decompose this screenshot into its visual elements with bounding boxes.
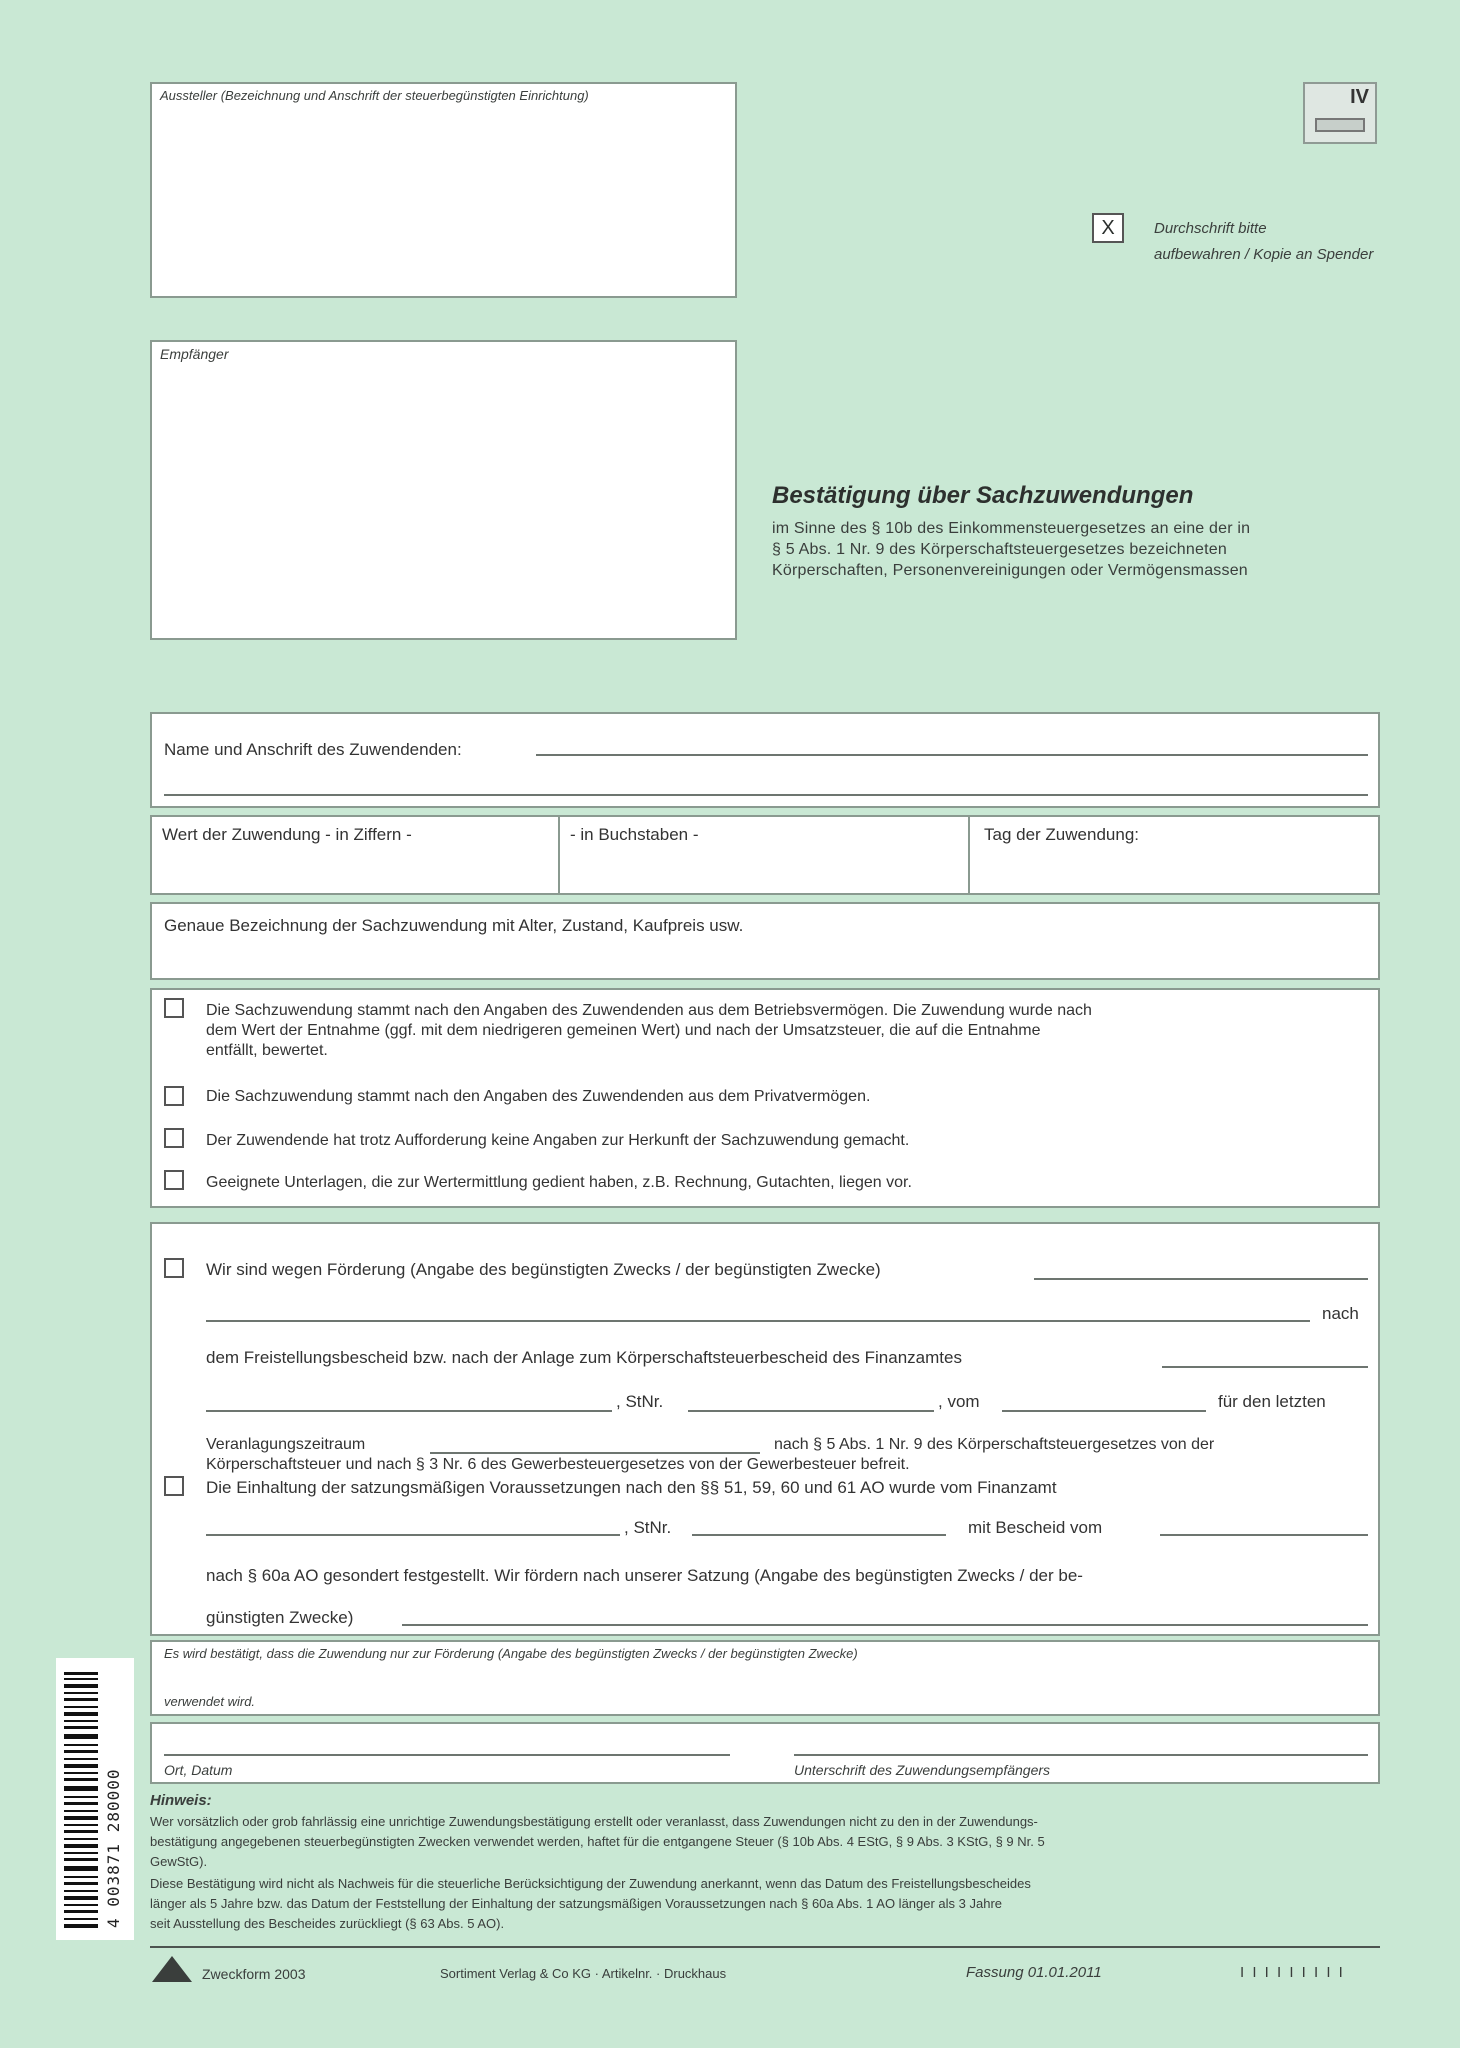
donation-date-cell[interactable] [970, 817, 1378, 893]
option-unknown-text: Der Zuwendende hat trotz Aufforderung keine Angaben zur Herkunft der Sachzuwendung gemacht. [206, 1132, 910, 1149]
footer-left: Zweckform 2003 [202, 1966, 306, 1982]
donor-line-1 [536, 754, 1368, 756]
value-digits-label: Wert der Zuwendung - in Ziffern - [162, 825, 412, 844]
donation-date-label: Tag der Zuwendung: [984, 825, 1139, 844]
sender-box[interactable] [150, 82, 737, 298]
notes-line-3: GewStG). [150, 1854, 208, 1869]
form-subtitle-2: § 5 Abs. 1 Nr. 9 des Körperschaftsteuergesetzes bezeichneten [772, 541, 1227, 558]
purpose-box [150, 1222, 1380, 1636]
recipient-label: Empfänger [160, 346, 229, 362]
purpose-text-7: nach § 60a AO gesondert festgestellt. Wir fördern nach unserer Satzung (Angabe des begünstigten Zwecks / der be- [206, 1566, 1083, 1585]
value-row [150, 815, 1380, 895]
option-private-text: Die Sachzuwendung stammt nach den Angaben des Zuwendenden aus dem Privatvermögen. [206, 1088, 871, 1105]
recipient-box[interactable] [150, 340, 737, 640]
form-subtitle-1: im Sinne des § 10b des Einkommensteuergesetzes an eine der in [772, 520, 1251, 537]
option-business-text-3: entfällt, bewertet. [206, 1042, 328, 1059]
purpose-text-2: dem Freistellungsbescheid bzw. nach der Anlage zum Körperschaftsteuerbescheid des Finanzamtes [206, 1348, 962, 1367]
donor-label: Name und Anschrift des Zuwendenden: [164, 740, 462, 759]
purpose-text-4: Veranlagungszeitraum [206, 1436, 366, 1453]
option-private-checkbox[interactable] [164, 1086, 184, 1106]
purpose-text-6b: mit Bescheid vom [968, 1518, 1103, 1537]
notes-line-5: länger als 5 Jahre bzw. das Datum der Feststellung der Einhaltung der satzungsmäßigen Voraussetzungen nach § 60a Abs. 1 AO länger als 3 Jahre [150, 1896, 1003, 1911]
option-business-text: Die Sachzuwendung stammt nach den Angaben des Zuwendenden aus dem Betriebsvermögen. Die Zuwendung wurde nach [206, 1002, 1092, 1019]
notes-line-6: seit Ausstellung des Bescheides zurückliegt (§ 63 Abs. 5 AO). [150, 1916, 505, 1931]
form-title: Bestätigung über Sachzuwendungen [772, 482, 1194, 509]
purpose-line-8[interactable] [402, 1624, 1368, 1626]
form-subtitle-3: Körperschaften, Personenvereinigungen oder Vermögensmassen [772, 562, 1248, 579]
value-letters-label: - in Buchstaben - [570, 825, 699, 844]
purpose-line-tax-office[interactable] [1162, 1366, 1368, 1368]
purpose-line-6a[interactable] [206, 1534, 620, 1536]
notes-heading: Hinweis: [150, 1792, 212, 1809]
notes-line-4: Diese Bestätigung wird nicht als Nachweis für die steuerliche Berücksichtigung der Zuwendung anerkannt, wenn das Datum des Freistellungsbescheides [150, 1876, 1031, 1891]
option-documents-checkbox[interactable] [164, 1170, 184, 1190]
description-box[interactable] [150, 902, 1380, 980]
purpose-text-1: Wir sind wegen Förderung (Angabe des begünstigten Zwecks / der begünstigten Zwecke) [206, 1260, 881, 1279]
option-documents-text: Geeignete Unterlagen, die zur Wertermittlung gedient haben, z.B. Rechnung, Gutachten, liegen vor. [206, 1174, 912, 1191]
logo-text: IV [1350, 86, 1369, 108]
donor-line-2 [164, 794, 1368, 796]
purpose-text-8: günstigten Zwecke) [206, 1608, 354, 1627]
description-label: Genaue Bezeichnung der Sachzuwendung mit Alter, Zustand, Kaufpreis usw. [164, 916, 744, 935]
logo [1303, 82, 1377, 144]
purpose-text-letzten: für den letzten [1218, 1392, 1326, 1411]
confirmation-text: Es wird bestätigt, dass die Zuwendung nur zur Förderung (Angabe des begünstigten Zwecks / der begünstigten Zwecke) [164, 1646, 858, 1661]
copy-note-line1: Durchschrift bitte [1154, 220, 1267, 237]
notes-line-2: bestätigung angegebenen steuerbegünstigten Zwecken verwendet werden, haftet für die entgangene Steuer (§ 10b Abs. 4 EStG, § 9 Abs. 3 KStG, § 9 Nr. 5 [150, 1834, 1045, 1849]
value-letters-cell[interactable] [560, 817, 970, 893]
signature-label: Unterschrift des Zuwendungsempfängers [794, 1762, 1051, 1778]
barcode-digits: 4 003871 280000 [104, 1768, 123, 1928]
place-date-line[interactable] [164, 1754, 730, 1756]
purpose-text-5: Die Einhaltung der satzungsmäßigen Voraussetzungen nach den §§ 51, 59, 60 und 61 AO wurde vom Finanzamt [206, 1478, 1057, 1497]
place-date-label: Ort, Datum [164, 1762, 233, 1778]
signature-box [150, 1722, 1380, 1784]
purpose-statutes-checkbox[interactable] [164, 1476, 184, 1496]
donor-box[interactable] [150, 712, 1380, 808]
value-digits-cell[interactable] [152, 817, 560, 893]
purpose-line-1[interactable] [1034, 1278, 1368, 1280]
purpose-text-vom: , vom [938, 1392, 980, 1411]
purpose-text-4b: nach § 5 Abs. 1 Nr. 9 des Körperschaftsteuergesetzes von der [774, 1436, 1215, 1453]
logo-bar-icon [1315, 118, 1365, 132]
origin-options-box [150, 988, 1380, 1208]
sender-label: Aussteller (Bezeichnung und Anschrift der steuerbegünstigten Einrichtung) [160, 88, 589, 103]
purpose-text-6a: , StNr. [624, 1518, 672, 1537]
purpose-line-6b[interactable] [692, 1534, 946, 1536]
option-business-text-2: dem Wert der Entnahme (ggf. mit dem niedrigeren gemeinen Wert) und nach der Umsatzsteuer, die auf die Entnahme [206, 1022, 1041, 1039]
option-unknown-checkbox[interactable] [164, 1128, 184, 1148]
signature-line[interactable] [794, 1754, 1368, 1756]
footer-logo-icon [152, 1956, 192, 1982]
footer-rule [150, 1946, 1380, 1948]
copy-checkbox-mark: X [1101, 217, 1115, 239]
purpose-line-4[interactable] [430, 1452, 760, 1454]
purpose-line-3c[interactable] [1002, 1410, 1206, 1412]
purpose-line-3a[interactable] [206, 1410, 612, 1412]
purpose-text-nach: nach [1322, 1304, 1359, 1323]
footer-dots: I I I I I I I I I [1240, 1964, 1345, 1981]
barcode [56, 1658, 134, 1940]
purpose-line-3b[interactable] [688, 1410, 934, 1412]
confirmation-sub: verwendet wird. [164, 1694, 256, 1709]
footer-right: Fassung 01.01.2011 [966, 1964, 1102, 1981]
footer-mid: Sortiment Verlag & Co KG · Artikelnr. · Druckhaus [440, 1966, 727, 1981]
purpose-exemption-checkbox[interactable] [164, 1258, 184, 1278]
option-business-checkbox[interactable] [164, 998, 184, 1018]
purpose-text-stnr: , StNr. [616, 1392, 664, 1411]
purpose-line-6c[interactable] [1160, 1534, 1368, 1536]
purpose-text-4c: Körperschaftsteuer und nach § 3 Nr. 6 des Gewerbesteuergesetzes von der Gewerbesteuer befreit. [206, 1456, 910, 1473]
confirmation-box[interactable] [150, 1640, 1380, 1716]
notes-line-1: Wer vorsätzlich oder grob fahrlässig eine unrichtige Zuwendungsbestätigung erstellt oder veranlasst, dass Zuwendungen nicht zu den in der Zuwendungs- [150, 1814, 1038, 1829]
purpose-line-2[interactable] [206, 1320, 1310, 1322]
copy-checkbox[interactable] [1092, 213, 1124, 243]
copy-note-line2: aufbewahren / Kopie an Spender [1154, 246, 1374, 263]
